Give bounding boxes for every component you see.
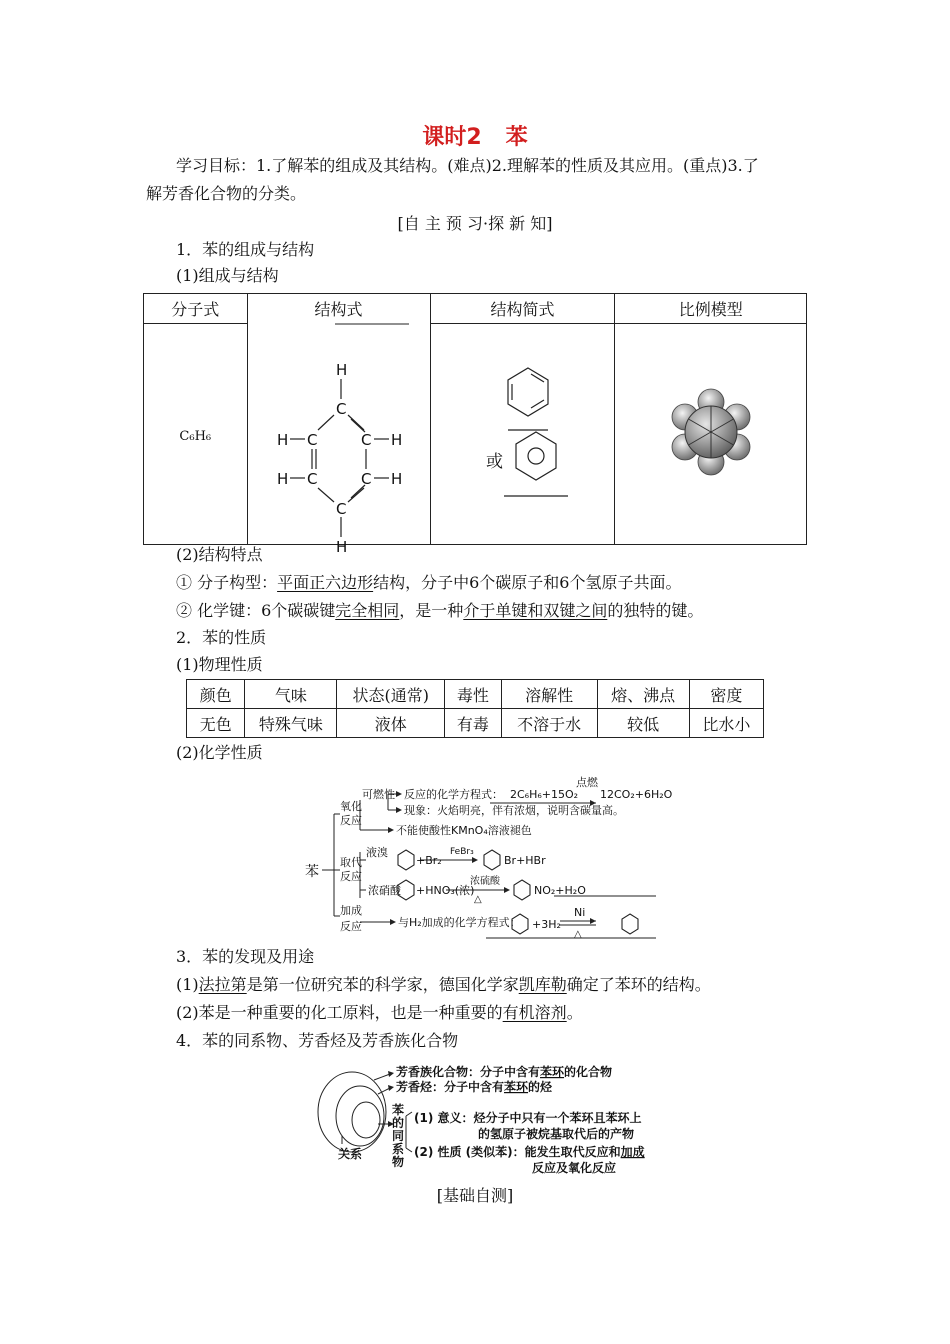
kmno4-text: 不能使酸性KMnO₄溶液褪色	[396, 824, 532, 837]
chemical-properties-diagram	[300, 770, 673, 942]
middle-circle	[336, 1086, 384, 1146]
combustion-reactants: 2C₆H₆+15O₂	[510, 788, 579, 801]
inner-circle	[352, 1102, 380, 1138]
hydrogenation-reactant: +3H₂	[532, 918, 561, 931]
aromatic-hydrocarbon-a: 芳香烃：分子中含有	[396, 1080, 505, 1094]
discovery-text: (1)法拉第是第一位研究苯的科学家，德国化学家凯库勒确定了苯环的结构。	[176, 975, 711, 994]
aromatic-hydrocarbon-b: 的烃	[528, 1080, 553, 1094]
property-line-1-a: (2) 性质 (类似苯)：能发生取代反应和	[414, 1145, 621, 1159]
simplified-formula-cell	[430, 324, 615, 545]
homolog-char-5: 物	[392, 1155, 405, 1169]
formula-text: C₆H₆	[179, 428, 212, 444]
hydrogenation-heat: △	[574, 929, 582, 940]
nickel-catalyst: Ni	[574, 906, 586, 919]
phys-h-odor: 气味	[245, 680, 337, 709]
bromine-label: 液溴	[366, 846, 388, 859]
oxidation-label-2: 反应	[340, 814, 362, 827]
atom-h-top: H	[335, 360, 347, 379]
atom-h-lr: H	[390, 469, 402, 488]
subheading-1-1: (1)组成与结构	[176, 266, 279, 285]
point-1: ① 分子构型：平面正六边形结构，分子中6个碳原子和6个氢原子共面。	[176, 573, 682, 592]
bromination-products: Br+HBr	[504, 854, 546, 867]
aromatic-compound-a: 芳香族化合物：分子中含有	[396, 1065, 541, 1079]
model-cell	[615, 324, 807, 545]
section-header: [自 主 预 习·探 新 知]	[397, 214, 553, 233]
nitration-heat: △	[474, 894, 482, 905]
homolog-char-3: 同	[392, 1129, 405, 1143]
goals-line-1: 学习目标：1.了解苯的组成及其结构。(难点)2.理解苯的性质及其应用。(重点)3.了	[176, 156, 759, 175]
outer-circle	[318, 1072, 386, 1152]
th-model: 比例模型	[615, 294, 807, 324]
relation-label: 关系	[338, 1147, 363, 1161]
formula-cell	[144, 324, 248, 545]
bromination-catalyst: FeBr₃	[450, 847, 474, 857]
svg-text:芳香族化合物：分子中含有苯环的化合物	[396, 1064, 612, 1079]
phenomenon-text: 现象：火焰明亮，伴有浓烟，说明含碳量高。	[404, 804, 624, 817]
phys-v-density: 比水小	[689, 709, 763, 738]
equation-label: 反应的化学方程式：	[404, 788, 503, 801]
phys-v-toxicity: 有毒	[445, 709, 501, 738]
meaning-line-1: (1) 意义：烃分子中只有一个苯环且苯环上	[414, 1111, 642, 1125]
nitric-acid-label: 浓硝酸	[368, 884, 401, 897]
phys-h-density: 密度	[689, 680, 763, 709]
phys-h-melting: 熔、沸点	[597, 680, 689, 709]
nitration-reactant: +HNO₃(浓)	[416, 884, 475, 897]
nitration-products: NO₂+H₂O	[534, 884, 586, 897]
aromatic-compound-b: 的化合物	[564, 1065, 613, 1079]
addition-label-1: 加成	[340, 904, 362, 917]
atom-c-bottom: C	[335, 499, 346, 518]
footer-label: [基础自测]	[436, 1186, 514, 1205]
heading-2: 2．苯的性质	[176, 628, 267, 647]
atom-h-ur: H	[390, 430, 402, 449]
atom-h-ul: H	[276, 430, 288, 449]
combustion-products: 12CO₂+6H₂O	[600, 788, 673, 801]
relationship-diagram	[312, 1060, 672, 1180]
usage-text: (2)苯是一种重要的化工原料，也是一种重要的有机溶剂。	[176, 1003, 583, 1022]
svg-text:芳香烃：分子中含有苯环的烃	[396, 1079, 553, 1094]
ignite-condition: 点燃	[576, 776, 598, 789]
property-line-2: 反应及氧化反应	[532, 1161, 617, 1175]
atom-c-ul: C	[306, 430, 317, 449]
aromatic-hydrocarbon-u: 苯环	[504, 1080, 529, 1094]
combustibility-label: 可燃性	[362, 788, 395, 801]
substitution-label-1: 取代	[340, 856, 362, 869]
th-simplified: 结构简式	[430, 294, 615, 324]
phys-v-melting: 较低	[597, 709, 689, 738]
th-formula: 分子式	[144, 294, 248, 324]
svg-text:(2) 性质 (类似苯)：能发生取代反应和加成	[414, 1144, 645, 1159]
bromination-reactant: +Br₂	[416, 854, 442, 867]
homolog-char-4: 系	[392, 1142, 405, 1156]
phys-h-color: 颜色	[187, 680, 245, 709]
atom-h-bottom: H	[335, 537, 347, 556]
subheading-2-2: (2)化学性质	[176, 743, 263, 762]
goals-line-2: 解芳香化合物的分类。	[146, 184, 307, 203]
phys-v-odor: 特殊气味	[245, 709, 337, 738]
phys-v-state: 液体	[337, 709, 445, 738]
oxidation-label-1: 氧化	[340, 800, 362, 813]
heading-1: 1．苯的组成与结构	[176, 240, 315, 259]
benzene-space-filling-model	[651, 372, 771, 492]
point-2: ② 化学键：6个碳碳键完全相同，是一种介于单键和双键之间的独特的键。	[176, 601, 704, 620]
phys-h-solubility: 溶解性	[501, 680, 597, 709]
physical-properties-table	[186, 679, 764, 738]
atom-c-ll: C	[306, 469, 317, 488]
page-title: 课时2 苯	[422, 125, 528, 150]
benzene-structural-formula	[249, 324, 429, 556]
atom-c-top: C	[335, 399, 346, 418]
phys-h-state: 状态(通常)	[337, 680, 445, 709]
structural-formula-cell	[247, 324, 430, 556]
subheading-2-1: (1)物理性质	[176, 655, 263, 674]
heading-4: 4．苯的同系物、芳香烃及芳香族化合物	[176, 1031, 459, 1050]
meaning-line-2: 的氢原子被烷基取代后的产物	[478, 1127, 635, 1141]
heading-3: 3．苯的发现及用途	[176, 947, 315, 966]
homolog-char-1: 苯	[392, 1103, 405, 1117]
subheading-1-2: (2)结构特点	[176, 545, 263, 564]
th-structural: 结构式	[247, 294, 430, 324]
aromatic-compound-u: 苯环	[540, 1065, 565, 1079]
atom-c-lr: C	[360, 469, 371, 488]
addition-label-2: 反应	[340, 920, 362, 933]
nitration-catalyst: 浓硫酸	[470, 876, 500, 887]
property-line-1-u: 加成	[620, 1145, 645, 1159]
atom-c-ur: C	[360, 430, 371, 449]
kekule-hexagon	[508, 368, 548, 416]
phys-v-solubility: 不溶于水	[501, 709, 597, 738]
homolog-char-2: 的	[392, 1116, 405, 1130]
phys-v-color: 无色	[187, 709, 245, 738]
hydrogenation-label: 与H₂加成的化学方程式：	[398, 916, 521, 929]
atom-h-ll: H	[276, 469, 288, 488]
chem-root: 苯	[305, 864, 319, 880]
or-text: 或	[486, 452, 504, 472]
substitution-label-2: 反应	[340, 870, 362, 883]
phys-h-toxicity: 毒性	[445, 680, 501, 709]
benzene-simplified-formulas	[432, 324, 612, 540]
circle-hexagon	[516, 432, 556, 480]
